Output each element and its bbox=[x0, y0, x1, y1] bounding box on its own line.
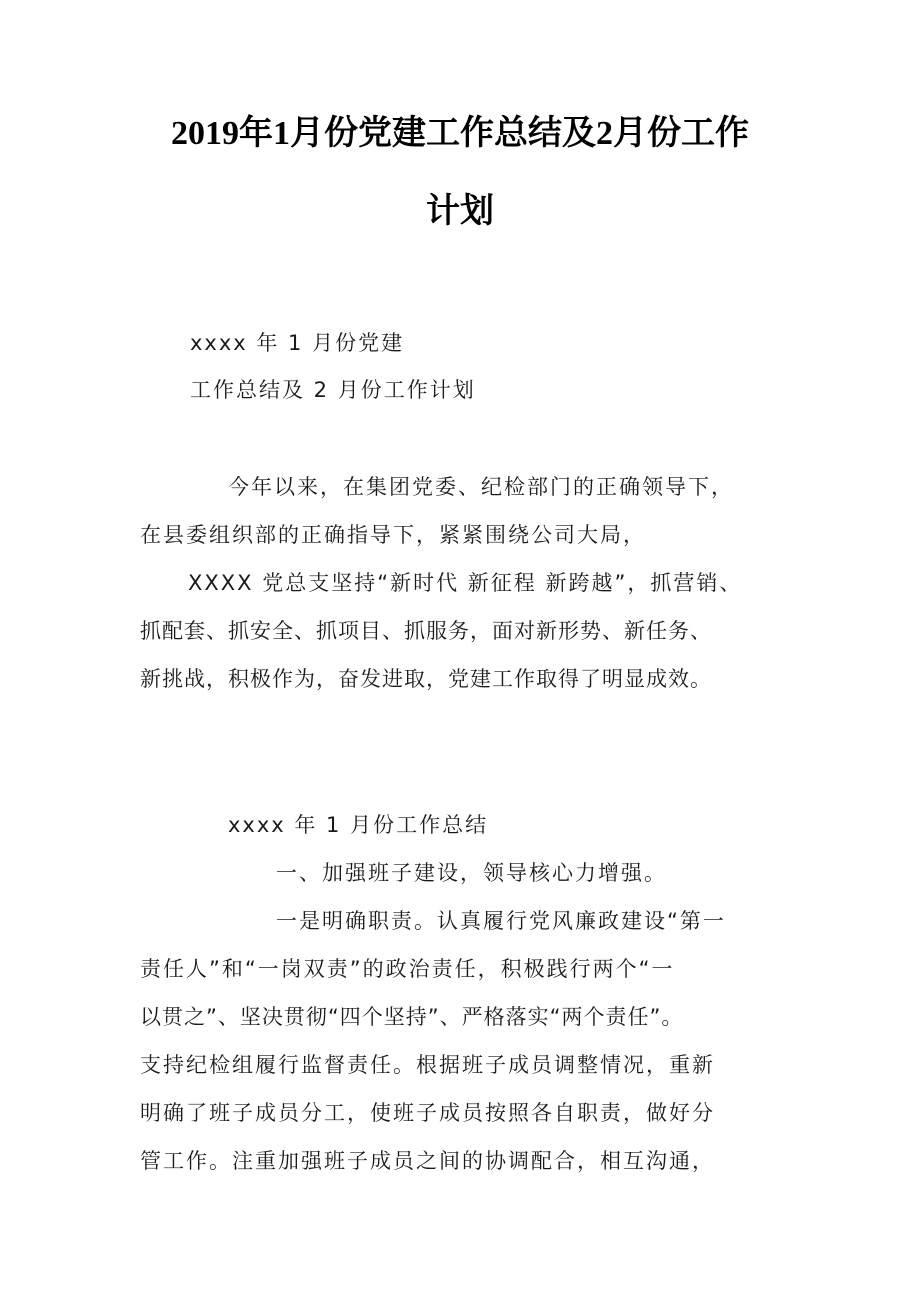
paragraph-line: 新挑战，积极作为，奋发进取，党建工作取得了明显成效。 bbox=[140, 667, 712, 691]
paragraph-line: 今年以来，在集团党委、纪检部门的正确领导下， bbox=[228, 475, 734, 499]
document-title-line-2: 计划 bbox=[426, 193, 494, 230]
paragraph-line: 责任人”和“一岗双责”的政治责任，积极践行两个“一 bbox=[140, 957, 675, 981]
document-title-line-1: 2019年1月份党建工作总结及2月份工作 bbox=[171, 115, 749, 152]
section-heading: xxxx 年 1 月份工作总结 bbox=[228, 813, 489, 837]
paragraph-line: 以贯之”、坚决贯彻“四个坚持”、严格落实“两个责任”。 bbox=[140, 1005, 684, 1029]
paragraph-line: 一是明确职责。认真履行党风廉政建设“第一 bbox=[276, 909, 726, 933]
subtitle-line-1: xxxx 年 1 月份党建 bbox=[190, 331, 405, 355]
subsection-heading: 一、加强班子建设，领导核心力增强。 bbox=[276, 861, 667, 885]
paragraph-line: 明确了班子成员分工，使班子成员按照各自职责，做好分 bbox=[140, 1101, 715, 1125]
paragraph-line: 在县委组织部的正确指导下，紧紧围绕公司大局， bbox=[140, 523, 646, 547]
subtitle-line-2: 工作总结及 2 月份工作计划 bbox=[190, 378, 476, 402]
paragraph-line: 支持纪检组履行监督责任。根据班子成员调整情况，重新 bbox=[140, 1053, 715, 1077]
paragraph-line: XXXX 党总支坚持“新时代 新征程 新跨越”，抓营销、 bbox=[188, 571, 743, 595]
paragraph-line: 管工作。注重加强班子成员之间的协调配合，相互沟通， bbox=[140, 1149, 715, 1173]
paragraph-line: 抓配套、抓安全、抓项目、抓服务，面对新形势、新任务、 bbox=[140, 619, 712, 643]
